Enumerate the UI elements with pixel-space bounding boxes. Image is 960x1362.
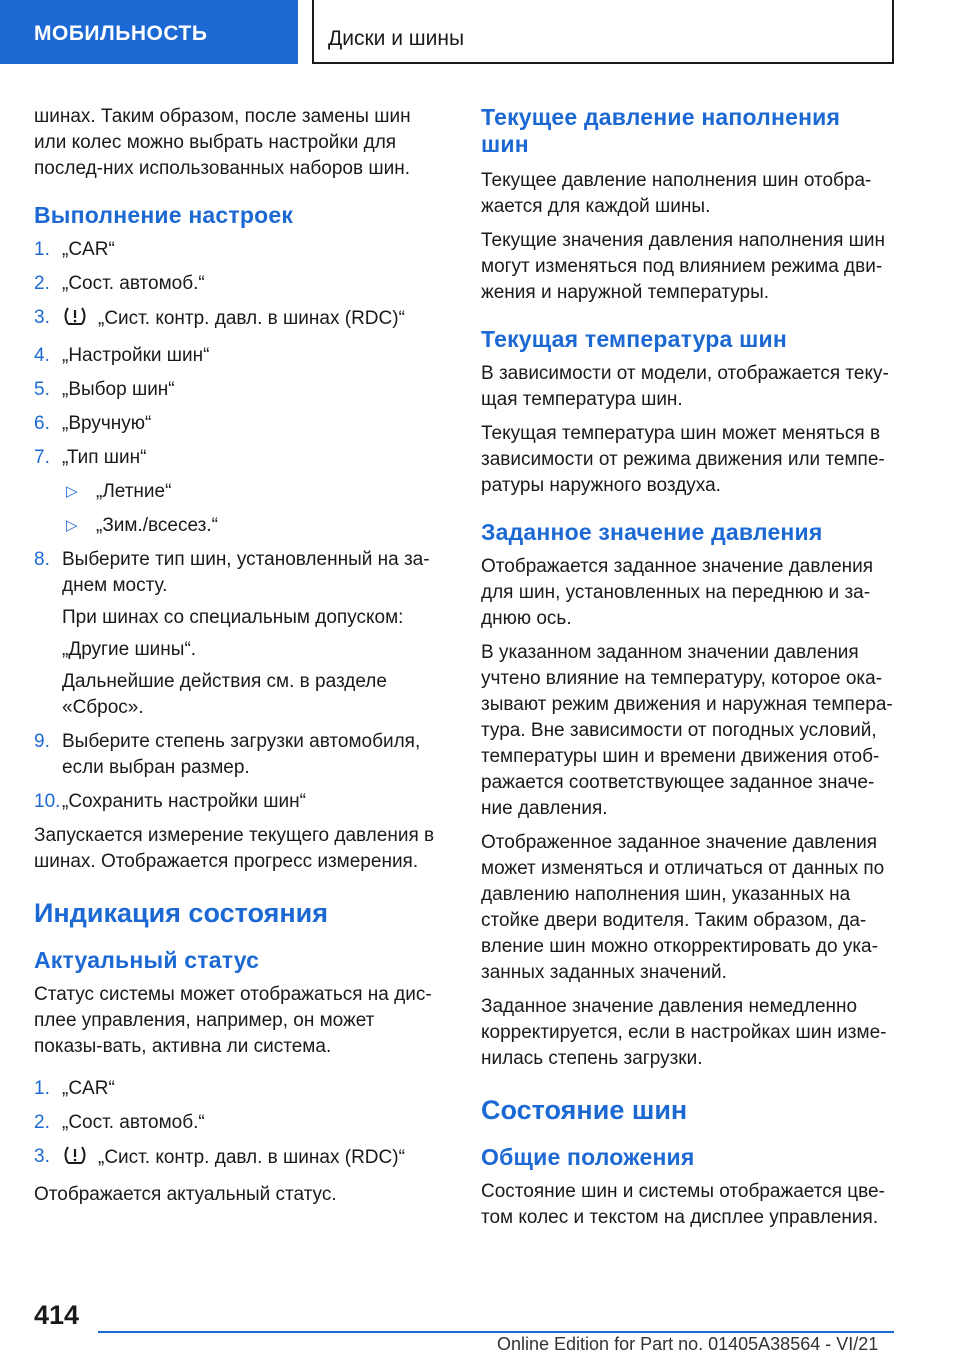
section-tab [0,0,298,64]
edition-text: Online Edition for Part no. 01405A38564 - VI/21 [497,1334,879,1354]
tire-state-heading: Состояние шин [481,1095,688,1125]
list-item: 3. „Сист. контр. давл. в шинах (RDC)“ [34,1144,446,1174]
target-pressure-heading: Заданное значение давления [481,519,823,545]
list-item: 1. „CAR“ [34,1078,115,1099]
status-steps [34,1076,446,1174]
list-item: 1. „CAR“ [34,239,115,260]
step-note: При шинах со специальным допуском: [62,607,404,628]
list-item: 8. Выберите тип шин, установленный на за-днем мосту. При шинах со специальным допуском: „Другие шины“. Дальнейшие действия см. в разделе «Сброс». [34,547,446,721]
list-item: 10. „Сохранить настройки шин“ [34,791,306,812]
chapter-title: Диски и шины [328,27,465,50]
paragraph: В зависимости от модели, отображается теку-щая температура шин. [481,363,889,410]
actual-status-paragraph: Статус системы может отображаться на дис-плее управления, например, он может показы-вать, активна ли система. [34,984,432,1057]
bullet-item: ▷ „Летние“ [66,479,446,505]
paragraph: В указанном заданном значении давления учтено влияние на температуру, которое ока-зывают режим движения и наружная темпера-тура. Вне зависимости от погодных условий, температуры шин и времени движения отоб-ражается соответствующее заданное значе-ние давления. [481,642,893,819]
paragraph: Заданное значение давления немедленно корректируется, если в настройках шин изме-нилась степень загрузки. [481,996,887,1069]
paragraph: Текущее давление наполнения шин отобра-жается для каждой шины. [481,170,872,217]
paragraph: Отображается заданное значение давления для шин, установленных на переднюю и за-днюю ось. [481,556,874,629]
settings-steps [34,237,446,815]
left-column [34,104,446,1216]
list-item: 4. „Настройки шин“ [34,345,210,366]
list-item: 2. „Сост. автомоб.“ [34,1112,205,1133]
settings-heading: Выполнение настроек [34,202,294,228]
chapter-header [312,0,894,64]
current-pressure-heading: Текущее давление наполнения шин [481,104,841,157]
step-note: Дальнейшие действия см. в разделе «Сброс». [62,671,387,718]
list-item: 7. „Тип шин“ ▷ „Летние“ ▷ „Зим./всесез.“ [34,445,446,539]
step-note: „Другие шины“. [62,639,197,660]
general-heading: Общие положения [481,1144,695,1170]
paragraph: Отображенное заданное значение давления может изменяться и отличаться от данных по давлению наполнения шин, указанных на стойке двери водителя. Таким образом, да-вление шин можно откорректировать до ука-занных заданных значений. [481,832,885,983]
triangle-bullet-icon: ▷ [66,517,78,534]
intro-paragraph: шинах. Таким образом, после замены шин или колес можно выбрать настройки для послед-них использованных наборов шин. [34,106,411,179]
status-heading: Индикация состояния [34,898,329,928]
tire-pressure-icon [62,1144,88,1174]
after-steps-paragraph: Запускается измерение текущего давления в шинах. Отображается прогресс измерения. [34,825,435,872]
list-item: 5. „Выбор шин“ [34,379,175,400]
paragraph: Текущая температура шин может меняться в зависимости от режима движения или темпе-ратуры наружного воздуха. [481,423,885,496]
list-item: 2. „Сост. автомоб.“ [34,273,205,294]
list-item: 9. Выберите степень загрузки автомобиля, если выбран размер. [34,731,421,778]
list-item: 3. „Сист. контр. давл. в шинах (RDC)“ [34,305,446,335]
bullet-item: ▷ „Зим./всесез.“ [66,513,446,539]
footer-divider [98,1331,894,1333]
right-column [481,104,894,1239]
final-paragraph: Отображается актуальный статус. [34,1184,337,1205]
tire-pressure-icon [62,305,88,335]
triangle-bullet-icon: ▷ [66,483,78,500]
page-number: 414 [34,1300,80,1330]
paragraph: Текущие значения давления наполнения шин могут изменяться под влиянием режима дви-жения и наружной температуры. [481,230,886,303]
current-temp-heading: Текущая температура шин [481,326,787,352]
list-item: 6. „Вручную“ [34,413,152,434]
paragraph: Состояние шин и системы отображается цве-том колес и текстом на дисплее управления. [481,1181,885,1228]
actual-status-heading: Актуальный статус [34,947,260,973]
section-title: МОБИЛЬНОСТЬ [34,22,208,45]
